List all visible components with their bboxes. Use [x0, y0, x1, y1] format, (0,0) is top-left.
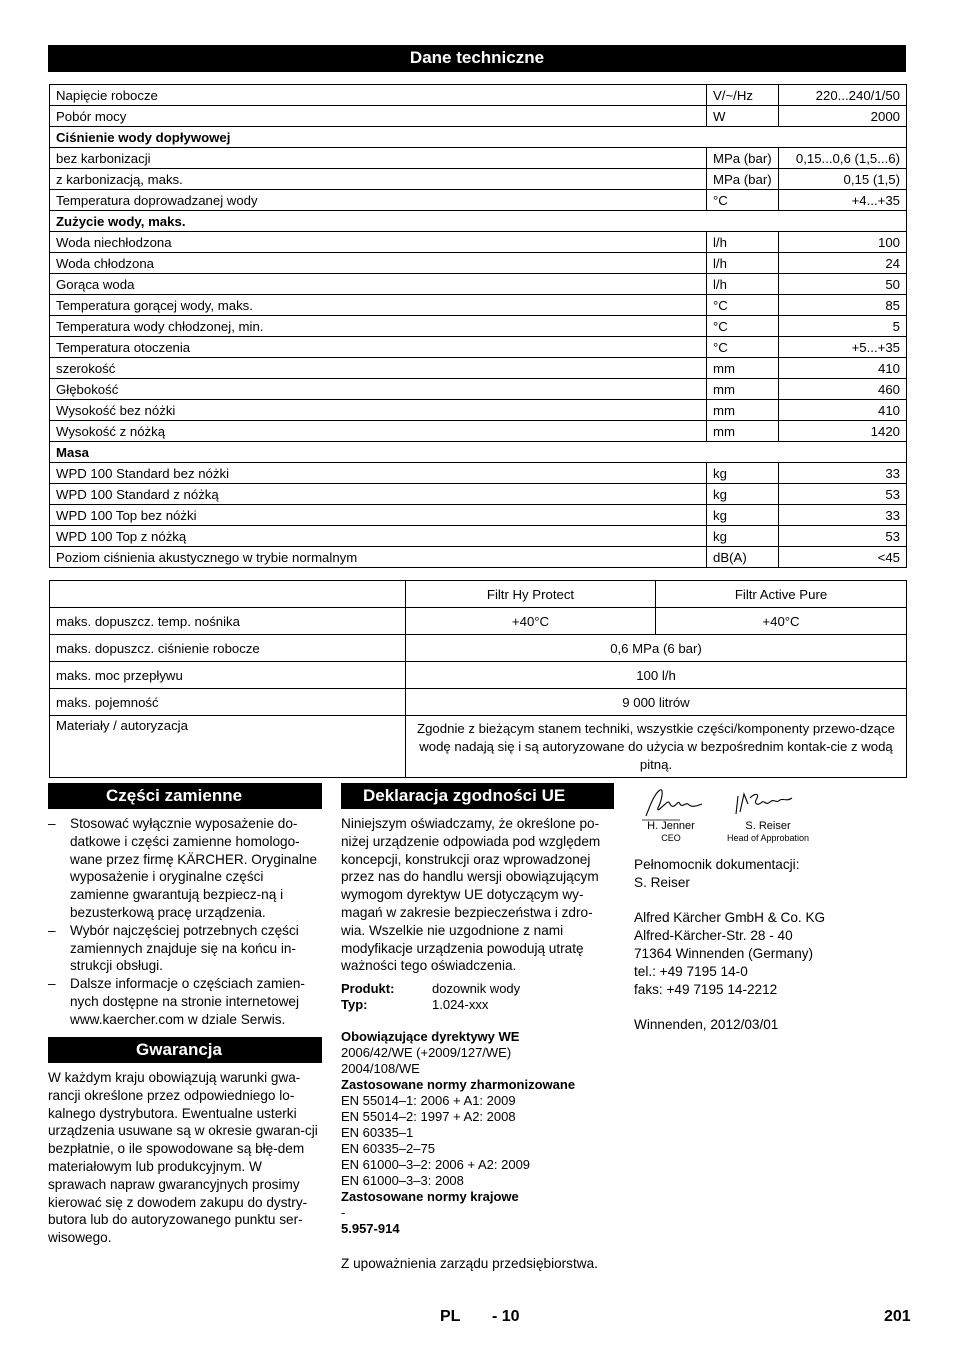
- filter-row-label: maks. dopuszcz. ciśnienie robocze: [50, 635, 406, 662]
- spec-value: 0,15 (1,5): [779, 169, 907, 190]
- spec-label: z karbonizacją, maks.: [50, 169, 707, 190]
- spec-row: [50, 400, 907, 421]
- company-city: 71364 Winnenden (Germany): [634, 945, 814, 961]
- spec-unit: l/h: [707, 253, 779, 274]
- spec-label: Wysokość bez nóżki: [50, 400, 707, 421]
- spec-value: <45: [779, 547, 907, 568]
- spec-unit: kg: [707, 505, 779, 526]
- spec-label: WPD 100 Top bez nóżki: [50, 505, 707, 526]
- spec-row: [50, 232, 907, 253]
- signer-jenner: [636, 820, 706, 844]
- filter-table: [49, 580, 907, 778]
- spec-unit: l/h: [707, 232, 779, 253]
- spec-row: [50, 337, 907, 358]
- spec-section-label: Zużycie wody, maks.: [50, 211, 907, 232]
- filter-header-empty: [50, 581, 406, 608]
- company-name: Alfred Kärcher GmbH & Co. KG: [634, 910, 826, 926]
- spec-unit: °C: [707, 337, 779, 358]
- spec-value: 2000: [779, 106, 907, 127]
- spec-value: 50: [779, 274, 907, 295]
- national-title: Zastosowane normy krajowe: [341, 1189, 519, 1205]
- spec-row: [50, 274, 907, 295]
- norm-item: EN 61000–3–3: 2008: [341, 1173, 464, 1189]
- national-value: -: [341, 1205, 346, 1221]
- filter-row-value: 9 000 litrów: [406, 689, 907, 716]
- norm-item: EN 60335–1: [341, 1125, 414, 1141]
- filter-row-label: maks. pojemność: [50, 689, 406, 716]
- spec-row: [50, 526, 907, 547]
- spec-value: 100: [779, 232, 907, 253]
- spec-unit: mm: [707, 400, 779, 421]
- spec-label: Temperatura otoczenia: [50, 337, 707, 358]
- spec-section-header: [50, 211, 907, 232]
- harmonized-title: Zastosowane normy zharmonizowane: [341, 1077, 576, 1093]
- list-item: – Dalsze informacje o częściach zamien-nych dostępne na stronie internetowej www.kaercher.com w dziale Serwis.: [48, 976, 305, 1027]
- filter-row-label: maks. moc przepływu: [50, 662, 406, 689]
- spec-unit: l/h: [707, 274, 779, 295]
- spec-unit: kg: [707, 526, 779, 547]
- spec-unit: V/~/Hz: [707, 85, 779, 106]
- spec-label: Woda chłodzona: [50, 253, 707, 274]
- filter-row-value: +40°C: [406, 608, 656, 635]
- norm-item: EN 61000–3–2: 2006 + A2: 2009: [341, 1157, 531, 1173]
- spec-unit: MPa (bar): [707, 148, 779, 169]
- technical-data-table: [49, 84, 907, 568]
- spec-row: [50, 85, 907, 106]
- footer-page-number: 201: [884, 1308, 911, 1325]
- spec-unit: °C: [707, 190, 779, 211]
- spec-value: 0,15...0,6 (1,5...6): [779, 148, 907, 169]
- signature-date: Winnenden, 2012/03/01: [634, 1017, 779, 1033]
- norm-item: EN 55014–1: 2006 + A1: 2009: [341, 1093, 516, 1109]
- spec-unit: W: [707, 106, 779, 127]
- spec-value: 53: [779, 526, 907, 547]
- signature-jenner-icon: [640, 786, 710, 824]
- spec-row: [50, 148, 907, 169]
- spec-label: Gorąca woda: [50, 274, 707, 295]
- spec-row: [50, 484, 907, 505]
- signer-name: S. Reiser: [745, 820, 791, 832]
- doc-agent-label: Pełnomocnik dokumentacji:: [634, 857, 800, 872]
- spec-row: [50, 421, 907, 442]
- parts-section-title: Części zamienne: [48, 783, 322, 809]
- spec-section-header: [50, 127, 907, 148]
- spec-value: 220...240/1/50: [779, 85, 907, 106]
- spec-unit: °C: [707, 295, 779, 316]
- spec-label: WPD 100 Top z nóżką: [50, 526, 707, 547]
- spec-value: 410: [779, 400, 907, 421]
- spec-unit: dB(A): [707, 547, 779, 568]
- spec-value: 33: [779, 505, 907, 526]
- spec-row: [50, 253, 907, 274]
- page-title: Dane techniczne: [48, 45, 906, 72]
- footer-language: PL: [440, 1308, 461, 1325]
- footer-local-page: - 10: [492, 1308, 520, 1325]
- spec-unit: mm: [707, 421, 779, 442]
- spec-label: Temperatura doprowadzanej wody: [50, 190, 707, 211]
- signer-reiser: [718, 820, 818, 844]
- company-fax: faks: +49 7195 14-2212: [634, 981, 778, 997]
- spec-row: [50, 316, 907, 337]
- spec-value: +4...+35: [779, 190, 907, 211]
- signature-reiser-icon: [730, 788, 800, 820]
- spec-label: Temperatura gorącej wody, maks.: [50, 295, 707, 316]
- signer-name: H. Jenner: [647, 820, 695, 832]
- spec-row: [50, 190, 907, 211]
- list-item: – Stosować wyłącznie wyposażenie do-datkowe i części zamienne homologo-wane przez firmę KÄRCHER. Oryginalne wyposażenie i oryginalne części zamienne gwarantują bezpiecz-ną i bezusterkową pracę urządzenia.: [48, 816, 318, 920]
- filter-row-value: 100 l/h: [406, 662, 907, 689]
- spec-label: Głębokość: [50, 379, 707, 400]
- directive-item: 2006/42/WE (+2009/127/WE): [341, 1045, 512, 1061]
- company-street: Alfred-Kärcher-Str. 28 - 40: [634, 928, 793, 944]
- warranty-paragraph: W każdym kraju obowiązują warunki gwa-rancji określone przez odpowiedniego lo-kalnego dystrybutora. Ewentualne usterki urządzenia usuwane są w okresie gwaran-cji bezpłatnie, o ile spowodowane są błę-dem materiałowym lub produkcyjnym. W sprawach napraw gwarancyjnych prosimy kierować się z dowodem zakupu do dystry-butora lub do autoryzowanego punktu ser-wisowego.: [48, 1070, 318, 1246]
- spec-label: Woda niechłodzona: [50, 232, 707, 253]
- spec-value: 1420: [779, 421, 907, 442]
- doc-agent-name: S. Reiser: [634, 874, 690, 890]
- declaration-body: [341, 815, 615, 1272]
- spec-row: [50, 379, 907, 400]
- spec-row: [50, 463, 907, 484]
- spec-value: 460: [779, 379, 907, 400]
- spec-unit: kg: [707, 463, 779, 484]
- type-label: Typ:: [341, 997, 368, 1013]
- spec-unit: MPa (bar): [707, 169, 779, 190]
- spec-row: [50, 547, 907, 568]
- company-tel: tel.: +49 7195 14-0: [634, 963, 748, 979]
- spec-label: Napięcie robocze: [50, 85, 707, 106]
- signer-role: Head of Approbation: [726, 833, 810, 843]
- filter-row-value: Zgodnie z bieżącym stanem techniki, wszystkie części/komponenty przewo-dzące wodę nadają się i są autoryzowane do użycia w bezpośrednim kontak-cie z wodą pitną.: [406, 716, 907, 778]
- closing-statement: Z upoważnienia zarządu przedsiębiorstwa.: [341, 1256, 598, 1272]
- spec-unit: °C: [707, 316, 779, 337]
- document-number: 5.957-914: [341, 1221, 400, 1237]
- spec-value: 410: [779, 358, 907, 379]
- spec-value: 5: [779, 316, 907, 337]
- filter-row-value: 0,6 MPa (6 bar): [406, 635, 907, 662]
- filter-col-active-pure: Filtr Active Pure: [656, 581, 907, 608]
- spec-label: Temperatura wody chłodzonej, min.: [50, 316, 707, 337]
- list-item: – Wybór najczęściej potrzebnych części zamiennych znajduje się na końcu in-strukcji obsługi.: [48, 922, 299, 974]
- declaration-section-title: Deklaracja zgodności UE: [341, 783, 614, 809]
- spec-row: [50, 169, 907, 190]
- spec-value: 85: [779, 295, 907, 316]
- spec-row: [50, 106, 907, 127]
- product-label: Produkt:: [341, 981, 395, 997]
- directives-title: Obowiązujące dyrektywy WE: [341, 1029, 520, 1045]
- norm-item: EN 55014–2: 1997 + A2: 2008: [341, 1109, 516, 1125]
- directive-item: 2004/108/WE: [341, 1061, 420, 1077]
- spec-section-label: Ciśnienie wody dopływowej: [50, 127, 907, 148]
- filter-row-value: +40°C: [656, 608, 907, 635]
- spec-unit: kg: [707, 484, 779, 505]
- company-info: [634, 856, 914, 1034]
- spec-row: [50, 358, 907, 379]
- spec-label: bez karbonizacji: [50, 148, 707, 169]
- spec-label: Pobór mocy: [50, 106, 707, 127]
- spec-section-label: Masa: [50, 442, 907, 463]
- spec-section-header: [50, 442, 907, 463]
- spec-unit: mm: [707, 379, 779, 400]
- spec-row: [50, 295, 907, 316]
- warranty-text: [48, 1069, 322, 1247]
- warranty-section-title: Gwarancja: [48, 1037, 322, 1063]
- spec-label: WPD 100 Standard z nóżką: [50, 484, 707, 505]
- signer-role: CEO: [661, 833, 681, 843]
- spec-value: 24: [779, 253, 907, 274]
- parts-list: [48, 815, 322, 1029]
- spec-label: szerokość: [50, 358, 707, 379]
- spec-unit: mm: [707, 358, 779, 379]
- product-value: dozownik wody: [432, 981, 521, 997]
- spec-value: 53: [779, 484, 907, 505]
- declaration-intro: Niniejszym oświadczamy, że określone po-niżej urządzenie odpowiada pod względem koncepcji, konstrukcji oraz wprowadzonej przez nas do handlu wersji obowiązującym wymogom dyrektyw UE dotyczącym wy-magań w zakresie bezpieczeństwa i zdro-wia. Wszelkie nie uzgodnione z nami modyfikacje urządzenia powodują utratę ważności tego oświadczenia.: [341, 816, 601, 974]
- filter-row-label: maks. dopuszcz. temp. nośnika: [50, 608, 406, 635]
- spec-value: +5...+35: [779, 337, 907, 358]
- spec-row: [50, 505, 907, 526]
- type-value: 1.024-xxx: [432, 997, 489, 1013]
- spec-label: Poziom ciśnienia akustycznego w trybie normalnym: [50, 547, 707, 568]
- spec-value: 33: [779, 463, 907, 484]
- spec-label: Wysokość z nóżką: [50, 421, 707, 442]
- norm-item: EN 60335–2–75: [341, 1141, 435, 1157]
- filter-row-label: Materiały / autoryzacja: [50, 716, 406, 778]
- filter-col-hy-protect: Filtr Hy Protect: [406, 581, 656, 608]
- spec-label: WPD 100 Standard bez nóżki: [50, 463, 707, 484]
